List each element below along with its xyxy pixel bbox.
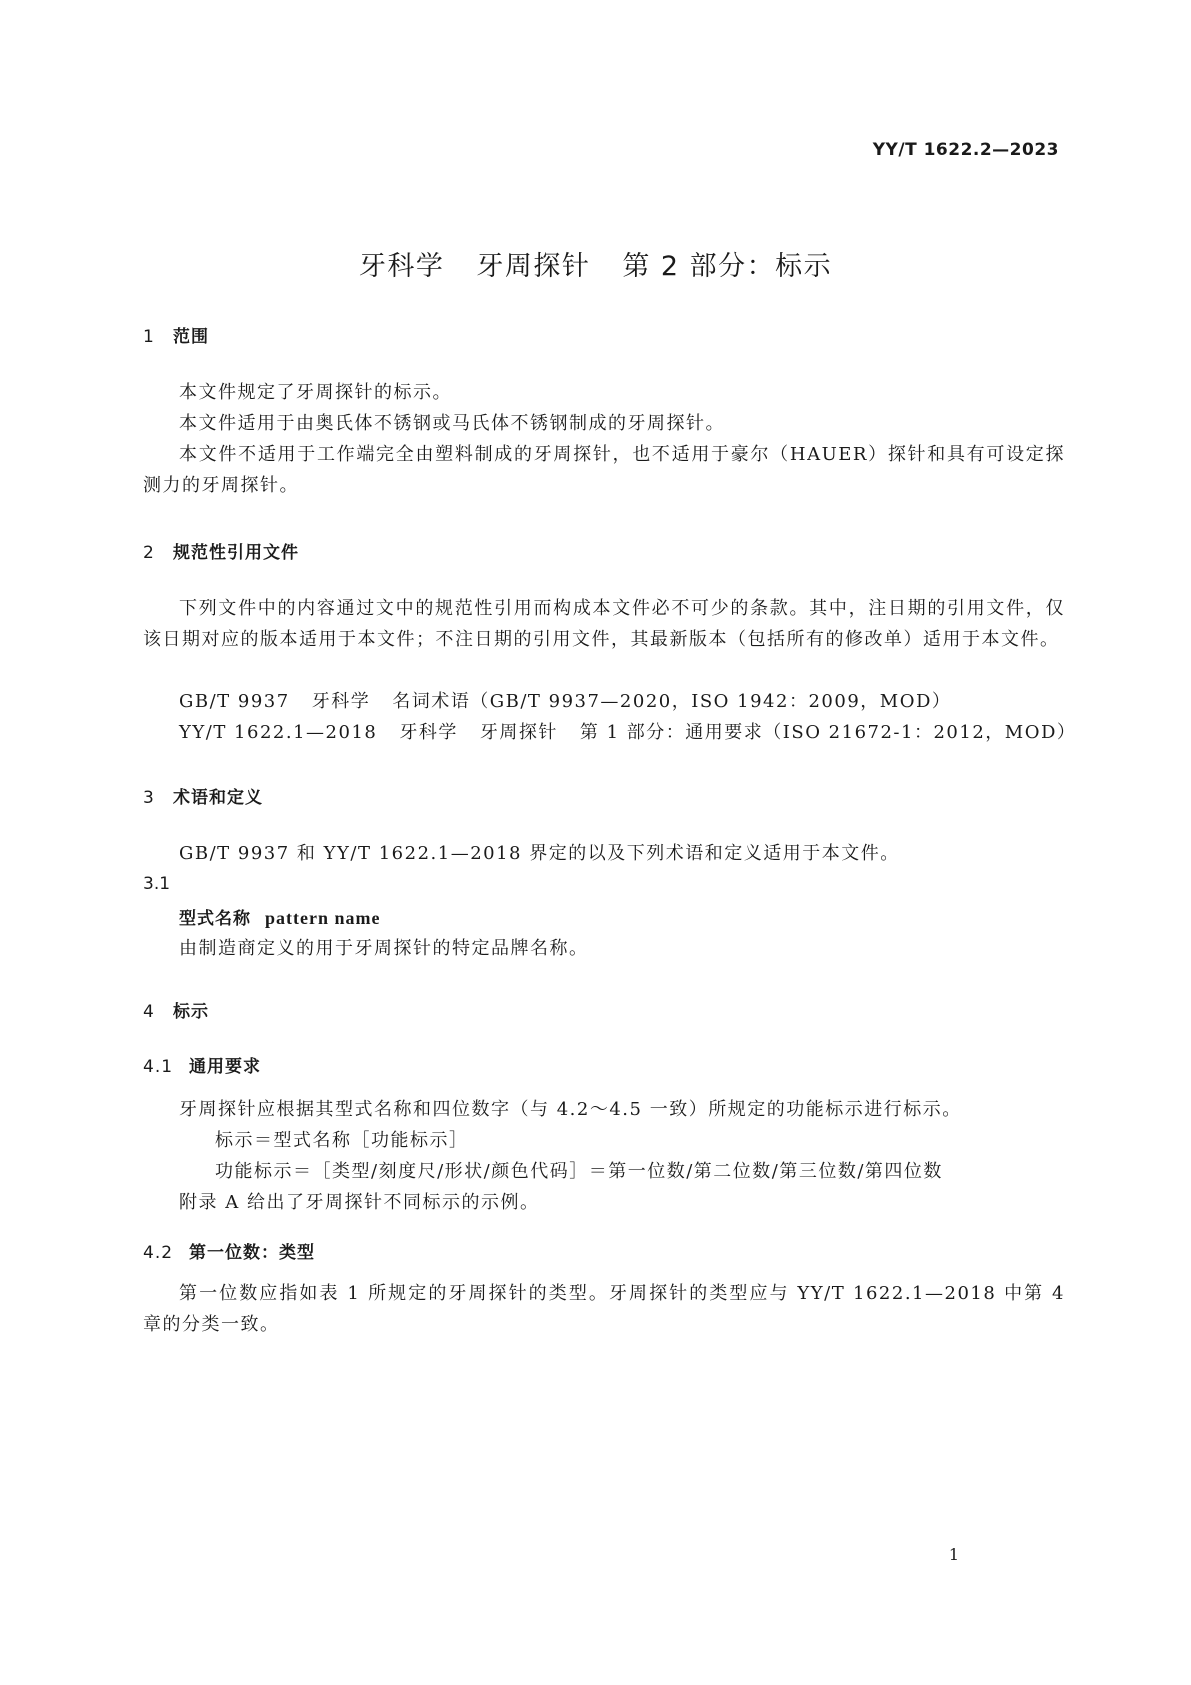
subsection-4-1-heading [143,1052,261,1077]
normative-reference-2 [179,717,1101,748]
designation-formula: 标示＝型式名称［功能标示］ [215,1130,469,1151]
ref-desc: 第 1 部分：通用要求（ISO 21672-1：2012，MOD） [579,722,1077,743]
ref-code: YY/T 1622.1—2018 [179,722,378,743]
section-number: 3 [143,788,155,808]
section-3-heading [143,783,263,808]
page-title [0,244,1191,283]
subsection-4-1-paragraph-2: 附录 A 给出了牙周探针不同标示的示例。 [179,1192,540,1213]
term-number: 3.1 [143,874,171,894]
section-number: 1 [143,327,155,347]
ref-title: 牙科学 [311,691,371,712]
title-part-2: 牙周探针 [476,251,591,282]
subsection-title: 通用要求 [189,1057,261,1077]
section-number: 4 [143,1002,155,1022]
section-1-paragraph-2: 本文件适用于由奥氏体不锈钢或马氏体不锈钢制成的牙周探针。 [179,413,725,434]
section-4-heading [143,997,209,1022]
term-english: pattern name [265,908,381,928]
normative-reference-1 [179,686,1101,717]
section-title: 范围 [173,327,209,347]
section-3-paragraph-1: GB/T 9937 和 YY/T 1622.1—2018 界定的以及下列术语和定义适用于本文件。 [179,843,900,864]
title-part-1: 牙科学 [358,251,445,282]
page-number: 1 [948,1545,959,1564]
section-title: 标示 [173,1002,209,1022]
ref-title: 牙科学 [399,722,458,743]
section-1-paragraph-3: 本文件不适用于工作端完全由塑料制成的牙周探针，也不适用于豪尔（HAUER）探针和具有可设定探测力的牙周探针。 [143,444,1065,496]
ref-desc: 名词术语（GB/T 9937—2020，ISO 1942：2009，MOD） [392,691,952,712]
subsection-4-1-paragraph-1: 牙周探针应根据其型式名称和四位数字（与 4.2～4.5 一致）所规定的功能标示进行标示。 [179,1099,962,1120]
section-title: 规范性引用文件 [173,543,299,563]
section-2-heading [143,538,299,563]
section-title: 术语和定义 [173,788,263,808]
subsection-4-2-heading [143,1238,315,1263]
subsection-number: 4.1 [143,1057,174,1077]
section-1-paragraph-1: 本文件规定了牙周探针的标示。 [179,382,452,403]
section-number: 2 [143,543,155,563]
ref-code: GB/T 9937 [179,691,290,712]
section-1-heading [143,322,209,347]
subsection-number: 4.2 [143,1243,174,1263]
ref-title-2: 牙周探针 [479,722,558,743]
section-2-paragraph-1: 下列文件中的内容通过文中的规范性引用而构成本文件必不可少的条款。其中，注日期的引用文件，仅该日期对应的版本适用于本文件；不注日期的引用文件，其最新版本（包括所有的修改单）适用于本文件。 [143,598,1065,650]
standard-code: YY/T 1622.2—2023 [872,140,1059,160]
subsection-title: 第一位数：类型 [189,1243,315,1263]
subsection-4-2-paragraph-1: 第一位数应指如表 1 所规定的牙周探针的类型。牙周探针的类型应与 YY/T 1622.1—2018 中第 4 章的分类一致。 [143,1283,1065,1335]
title-part-3: 第 2 部分：标示 [622,251,833,282]
functional-designation-formula: 功能标示＝［类型/刻度尺/形状/颜色代码］＝第一位数/第二位数/第三位数/第四位数 [215,1161,943,1182]
term-chinese: 型式名称 [179,909,251,929]
term-entry [179,904,380,929]
term-definition: 由制造商定义的用于牙周探针的特定品牌名称。 [179,938,589,959]
